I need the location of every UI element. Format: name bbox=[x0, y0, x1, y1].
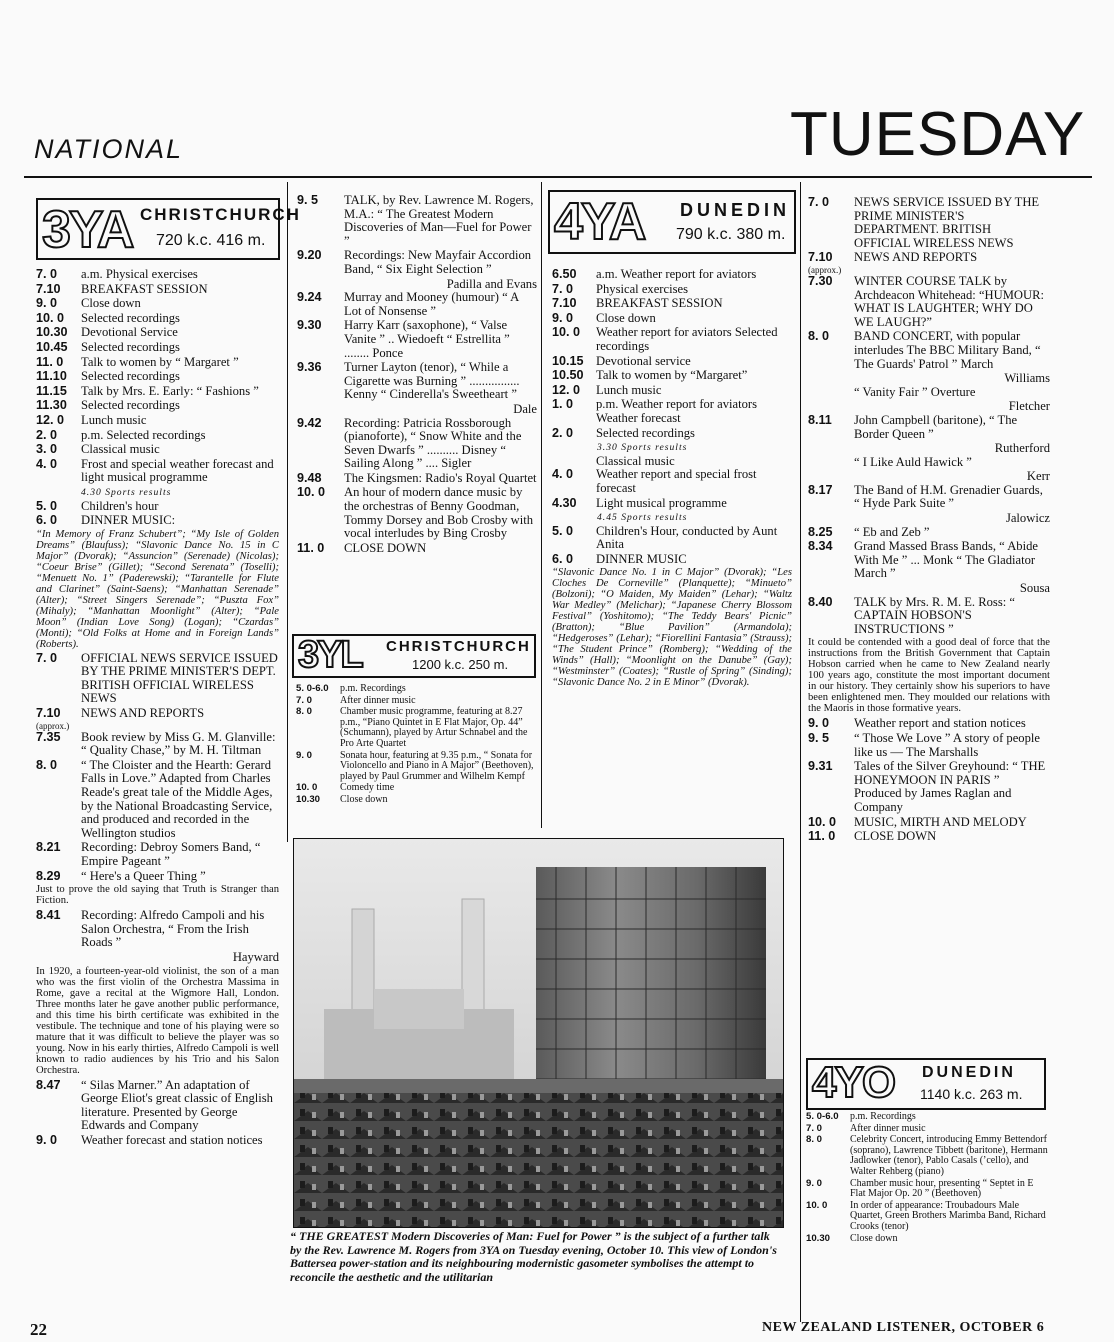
programme: NEWS AND REPORTS bbox=[854, 250, 978, 265]
schedule-row bbox=[808, 526, 1050, 540]
time: 10. 0 bbox=[806, 1199, 828, 1211]
programme: p.m. Weather report for aviators Weather forecast bbox=[596, 397, 758, 425]
schedule-row bbox=[552, 369, 792, 383]
schedule-row bbox=[808, 386, 1050, 400]
photo-caption: “ THE GREATEST Modern Discoveries of Man: Fuel for Power ” is the subject of a further talk by the Rev. Lawrence M. Rogers from 3YA on Tuesday evening, October 10. This view of London's Battersea power-station and its neighbouring modernistic gasometer symbolises the attempt to reconcile the aesthetic and the utilitarian bbox=[290, 1229, 777, 1284]
schedule-row bbox=[36, 1079, 279, 1133]
programme: CLOSE DOWN bbox=[854, 829, 937, 844]
time: 10.45 bbox=[36, 339, 68, 354]
classical-music: Classical music bbox=[596, 453, 675, 468]
time bbox=[808, 386, 854, 400]
time: 8.34 bbox=[808, 539, 833, 554]
time: 10. 0 bbox=[297, 485, 326, 500]
time: 7. 0 bbox=[808, 195, 830, 209]
time: 9. 0 bbox=[808, 716, 830, 731]
programme: Weather report and special frost forecast bbox=[596, 467, 757, 495]
station-box-3yl bbox=[292, 634, 536, 678]
programme-note: It could be contended with a good deal of force that the instructions from the British Government that Captain Hobson carried when he came to New Zealand nearly 100 years ago, constitute the most important document in our history. They certainly show his superiors to have been enlightened men. They moulded our relations with the Maoris in those formative years. bbox=[808, 637, 1050, 715]
time: 10.15 bbox=[552, 353, 584, 368]
time: 8.11 bbox=[808, 412, 832, 427]
schedule-row bbox=[808, 251, 1050, 265]
schedule-row bbox=[806, 1135, 1048, 1177]
programme: Recordings: New Mayfair Accordion Band, “ Six Eight Selection ” bbox=[344, 248, 532, 276]
programme: Grand Massed Brass Bands, “ Abide With Me ” ... Monk “ The Gladiator March ” bbox=[854, 539, 1038, 581]
station-callsign: 4YO bbox=[812, 1058, 895, 1107]
programme: Chamber music hour, presenting “ Septet in E Flat Major Op. 20 ” (Beethoven) bbox=[850, 1177, 1034, 1200]
time: 11. 0 bbox=[808, 829, 836, 844]
time: 10. 0 bbox=[552, 325, 581, 340]
composer: Rutherford bbox=[994, 441, 1050, 456]
column-rule-1 bbox=[287, 182, 288, 842]
column-4yo bbox=[806, 1112, 1048, 1245]
station-frequency: 1140 k.c. 263 m. bbox=[920, 1086, 1023, 1102]
programme: Devotional Service bbox=[81, 325, 178, 340]
programme: The Band of H.M. Grenadier Guards, “ Hyde Park Suite ” bbox=[854, 482, 1043, 511]
schedule-row bbox=[36, 458, 279, 485]
time: 10. 0 bbox=[36, 310, 65, 325]
battersea-photo bbox=[293, 838, 784, 1228]
time: 9.24 bbox=[297, 290, 322, 305]
time: 7. 0 bbox=[552, 281, 574, 296]
sports-results: 3.30 Sports results bbox=[597, 442, 688, 454]
programme: Murray and Mooney (humour) “ A Lot of Nonsense ” bbox=[344, 290, 519, 318]
schedule-row bbox=[552, 355, 792, 369]
schedule-row bbox=[552, 312, 792, 326]
schedule-row bbox=[36, 326, 279, 340]
schedule-row bbox=[36, 759, 279, 841]
time: 5. 0 bbox=[36, 498, 58, 513]
schedule-row bbox=[36, 399, 279, 413]
column-rule-3 bbox=[800, 182, 801, 1322]
schedule-row bbox=[296, 696, 538, 707]
schedule-row bbox=[36, 1134, 279, 1148]
schedule-row bbox=[808, 717, 1050, 731]
schedule-row bbox=[808, 196, 1050, 250]
time: 12. 0 bbox=[552, 382, 581, 397]
schedule-row bbox=[808, 760, 1050, 814]
time: 9. 0 bbox=[552, 310, 574, 325]
schedule-row bbox=[297, 361, 537, 402]
time: 10. 0 bbox=[808, 814, 837, 829]
time: 8. 0 bbox=[296, 706, 313, 718]
schedule-row bbox=[806, 1179, 1048, 1200]
programme: Celebrity Concert, introducing Emmy Bettendorf (soprano), Lawrence Tibbett (baritone), Hermann Jadlowker (tenor), Pablo Casals (’cello), and Walter Rehberg (piano) bbox=[850, 1134, 1048, 1177]
programme: Talk to women by “Margaret” bbox=[596, 368, 748, 383]
programme: “ Silas Marner.” An adaptation of George Eliot's great classic of English literature. Presented by George Edwards and Company bbox=[81, 1077, 273, 1133]
composer: Jalowicz bbox=[1005, 511, 1050, 526]
schedule-row bbox=[36, 283, 279, 297]
time: 8.41 bbox=[36, 908, 61, 923]
schedule-row bbox=[297, 319, 537, 360]
programme: Lunch music bbox=[81, 412, 147, 427]
programme: Close down bbox=[81, 296, 141, 311]
programme: Turner Layton (tenor), “ While a Cigarette was Burning ” ................ Kenny “ Cinderella's Sweetheart ” bbox=[344, 360, 520, 402]
schedule-row bbox=[552, 553, 792, 567]
schedule-row bbox=[297, 486, 537, 540]
composer: Williams bbox=[1004, 371, 1050, 386]
dinner-music-list: “In Memory of Franz Schubert”; “My Isle of Golden Dreams” (Blaufuss); “Slavonic Dance No. 15 in C Major” (Dvorak); “Assuncion” (Serenade) (Nicolas); “Coeur Brise” (Gillet); “Second Serenata” (Toselli); “Menuett No. 1” (Paderewski); “Tarantelle for Flute and Clarinet” (Saint-Saens); “Manhattan Serenade” (Alter); “Street Singers Serenade”; “Puszta Fox” (Mihaly); “Manhattan Moonlight” (Alter); “Pale Moon” (Indian Love Song) (Logan); “Czardas” (Monti); “Old Folks at Home and in Foreign Lands” (Roberts). bbox=[36, 528, 279, 650]
programme: OFFICIAL NEWS SERVICE ISSUED BY THE PRIME MINISTER'S DEPT. BRITISH OFFICIAL WIRELESS NEWS bbox=[81, 650, 278, 706]
schedule-row bbox=[36, 870, 279, 884]
time: 5. 0-6.0 bbox=[296, 683, 329, 694]
time: 4. 0 bbox=[36, 456, 58, 471]
composer: Kerr bbox=[1026, 469, 1050, 484]
time: 7.35 bbox=[36, 729, 61, 744]
programme: The Kingsmen: Radio's Royal Quartet bbox=[344, 470, 537, 485]
schedule-row bbox=[552, 398, 792, 425]
time: 7. 0 bbox=[806, 1122, 823, 1134]
programme: Book review by Miss G. M. Glanville: “ Quality Chase,” by M. H. Tiltman bbox=[81, 729, 276, 758]
time: 9. 0 bbox=[36, 1132, 58, 1147]
schedule-row bbox=[36, 312, 279, 326]
schedule-row bbox=[552, 384, 792, 398]
schedule-row bbox=[297, 417, 537, 471]
time: 6. 0 bbox=[36, 513, 58, 528]
schedule-row bbox=[36, 731, 279, 758]
schedule-row bbox=[552, 427, 792, 441]
programme: Selected recordings bbox=[596, 425, 695, 440]
schedule-row bbox=[552, 326, 792, 353]
station-city: DUNEDIN bbox=[922, 1064, 1016, 1081]
time: 11.10 bbox=[36, 369, 67, 384]
time: 8.21 bbox=[36, 840, 61, 855]
programme: “ The Cloister and the Hearth: Gerard Falls in Love.” Adapted from Charles Reade's great tale of the Middle Ages, by the National Broadcasting Service, and produced and recorded in the Wellington studios bbox=[81, 757, 273, 840]
time: 9. 0 bbox=[36, 296, 58, 311]
column-3ya-evening bbox=[297, 194, 537, 556]
schedule-row bbox=[806, 1112, 1048, 1123]
time: 9. 0 bbox=[806, 1177, 823, 1189]
composer: Sousa bbox=[1019, 581, 1050, 596]
programme: DINNER MUSIC: bbox=[81, 513, 176, 528]
time: 8.17 bbox=[808, 482, 833, 497]
column-3ya bbox=[36, 268, 279, 1149]
time: 2. 0 bbox=[36, 427, 58, 442]
programme: MUSIC, MIRTH AND MELODY bbox=[854, 814, 1027, 829]
schedule-row bbox=[296, 783, 538, 794]
programme: Selected recordings bbox=[81, 310, 180, 325]
programme: Recording: Patricia Rossborough (pianoforte), “ Snow White and the Seven Dwarfs ” .......... Disney “ Sailing Along ” .... Sigler bbox=[344, 415, 522, 471]
column-3yl bbox=[296, 684, 538, 807]
programme: After dinner music bbox=[850, 1122, 926, 1134]
programme: Comedy time bbox=[340, 782, 395, 794]
time: 4. 0 bbox=[552, 467, 574, 482]
composer: Hayward bbox=[232, 949, 279, 964]
schedule-row bbox=[36, 500, 279, 514]
programme: Harry Karr (saxophone), “ Valse Vanite ” .. Wiedoeft “ Estrellita ” ........ Ponce bbox=[344, 318, 510, 360]
schedule-row bbox=[296, 795, 538, 806]
schedule-row bbox=[552, 497, 792, 511]
schedule-row bbox=[552, 468, 792, 495]
time: 8.29 bbox=[36, 868, 61, 883]
time: 9.48 bbox=[297, 470, 322, 485]
station-box-3ya bbox=[36, 198, 301, 260]
programme: Sonata hour, featuring at 9.35 p.m., “ Sonata for Violoncello and Piano in A Major” (Beethoven), played by Paul Grummer and Wilhelm Kempf bbox=[340, 749, 534, 782]
schedule-row bbox=[36, 370, 279, 384]
composer: Fletcher bbox=[1008, 399, 1050, 414]
time: 9. 5 bbox=[297, 193, 319, 207]
programme-note: Just to prove the old saying that Truth is Stranger than Fiction. bbox=[36, 884, 279, 907]
programme: Light musical programme bbox=[596, 495, 727, 510]
schedule-row bbox=[552, 268, 792, 282]
programme: BREAKFAST SESSION bbox=[596, 296, 723, 311]
schedule-row bbox=[36, 356, 279, 370]
schedule-row bbox=[36, 429, 279, 443]
schedule-row bbox=[297, 542, 537, 556]
programme: p.m. Recordings bbox=[850, 1111, 916, 1122]
approx-label: (approx.) bbox=[808, 264, 842, 275]
station-frequency: 720 k.c. 416 m. bbox=[156, 232, 266, 249]
programme: TALK, by Rev. Lawrence M. Rogers, M.A.: “ The Greatest Modern Discoveries of Man—Fuel for Power ” bbox=[344, 193, 534, 248]
programme: p.m. Recordings bbox=[340, 683, 406, 694]
schedule-row bbox=[36, 652, 279, 706]
station-callsign: 3YL bbox=[298, 634, 362, 676]
dinner-music-list: “Slavonic Dance No. 1 in C Major” (Dvorak); “Les Cloches De Corneville” (Planquette); “Minueto” (Bolzoni); “O Maiden, My Maiden” (Lehar); “Waltz War Medley” (Melichar); “Japanese Cherry Blossom Festival” (Yoshitomo); “The Teddy Bears' Picnic” (Bratton); “Blue Pavilion” (Armandola); “Hedgeroses” (Lehar); “Fiorellini Fantasia” (Strauss); “The Student Prince” (Romberg); “Wedding of the Winds” (Hall); “Moonlight on the Danube” (Gay); “Westminster” (Coates); “Rustle of Spring” (Sinding); “Slavonic Dance No. 2 in E Minor” (Dvorak). bbox=[552, 567, 792, 689]
sports-results: 4.45 Sports results bbox=[597, 512, 688, 524]
time: 12. 0 bbox=[36, 412, 65, 427]
composer: Dale bbox=[513, 401, 537, 416]
time: 8. 0 bbox=[36, 757, 58, 772]
time: 7.10 bbox=[36, 706, 61, 721]
schedule-row bbox=[806, 1201, 1048, 1233]
column-4ya-evening bbox=[808, 196, 1050, 845]
programme: Talk to women by “ Margaret ” bbox=[81, 354, 239, 369]
programme: “ Eb and Zeb ” bbox=[854, 524, 930, 539]
station-frequency: 1200 k.c. 250 m. bbox=[412, 657, 509, 672]
time: 2. 0 bbox=[552, 425, 574, 440]
programme: “ Here's a Queer Thing ” bbox=[81, 868, 206, 883]
programme: “ I Like Auld Hawick ” bbox=[854, 454, 972, 469]
time: 8.25 bbox=[808, 524, 833, 539]
schedule-row bbox=[808, 456, 1050, 470]
time: 9.30 bbox=[297, 318, 322, 333]
programme: BREAKFAST SESSION bbox=[81, 281, 208, 296]
programme: p.m. Selected recordings bbox=[81, 427, 206, 442]
time: 10.30 bbox=[806, 1232, 831, 1244]
programme: Selected recordings bbox=[81, 398, 180, 413]
time: 8.40 bbox=[808, 594, 833, 609]
programme: Weather report and station notices bbox=[854, 716, 1026, 731]
time: 11. 0 bbox=[36, 354, 64, 369]
schedule-row bbox=[36, 297, 279, 311]
programme: CLOSE DOWN bbox=[344, 540, 427, 555]
schedule-row bbox=[806, 1124, 1048, 1135]
station-city: CHRISTCHURCH bbox=[386, 638, 531, 655]
programme: WINTER COURSE TALK by Archdeacon Whitehead: “HUMOUR: WHAT IS LAUGHTER; WHY DO WE LAUGH?” bbox=[854, 273, 1045, 329]
column-rule-2 bbox=[541, 182, 542, 828]
time: 9. 5 bbox=[808, 731, 830, 745]
programme: Close down bbox=[850, 1232, 898, 1244]
time: 9.31 bbox=[808, 759, 833, 774]
time: 1. 0 bbox=[552, 397, 574, 412]
time: 9.20 bbox=[297, 248, 322, 263]
schedule-row bbox=[808, 330, 1050, 371]
time: 6.50 bbox=[552, 267, 577, 281]
programme: DINNER MUSIC bbox=[596, 551, 687, 566]
schedule-row bbox=[808, 414, 1050, 441]
programme: a.m. Weather report for aviators bbox=[596, 267, 757, 281]
schedule-row bbox=[36, 443, 279, 457]
station-callsign: 4YA bbox=[554, 193, 645, 251]
station-box-4yo bbox=[806, 1058, 1046, 1110]
programme: Recording: Alfredo Campoli and his Salon Orchestra, “ From the Irish Roads ” bbox=[81, 908, 265, 950]
programme-note: In 1920, a fourteen-year-old violinist, the son of a man who was the first violin of the Orchestra Massima in Rome, gave a recital at the Wigmore Hall, London. Three months later he gave another public performance, and this time his birth certificate was exhibited in the vestibule. The technique and tone of his playing were so mature that it was difficult to believe the player was so young. Now in his early thirties, Alfredo Campoli is well known to radio audiences by his Trio and his Salon Orchestra. bbox=[36, 965, 279, 1076]
schedule-row bbox=[808, 830, 1050, 844]
programme: “ Those We Love ” A story of people like us — The Marshalls bbox=[854, 731, 1040, 759]
time: 10.50 bbox=[552, 368, 584, 383]
programme: In order of appearance: Troubadours Male Quartet, Green Brothers Marimba Band, Richard Crooks (tenor) bbox=[850, 1199, 1046, 1232]
programme: Selected recordings bbox=[81, 339, 180, 354]
time: 8.47 bbox=[36, 1077, 61, 1092]
schedule-row bbox=[36, 909, 279, 950]
programme: Classical music bbox=[81, 442, 160, 457]
programme: Children's Hour, conducted by Aunt Anita bbox=[596, 523, 778, 552]
schedule-row bbox=[297, 194, 537, 248]
schedule-row bbox=[806, 1234, 1048, 1245]
schedule-row bbox=[296, 707, 538, 749]
schedule-row bbox=[808, 596, 1050, 637]
time: 5. 0-6.0 bbox=[806, 1111, 839, 1122]
schedule-row bbox=[297, 291, 537, 318]
programme: Recording: Debroy Somers Band, “ Empire Pageant ” bbox=[81, 840, 261, 868]
time: 11.15 bbox=[36, 383, 67, 398]
time: 7.10 bbox=[552, 296, 577, 311]
column-4ya bbox=[552, 268, 792, 690]
programme: Devotional service bbox=[596, 353, 691, 368]
time: 9.42 bbox=[297, 415, 322, 430]
time: 11.30 bbox=[36, 398, 67, 413]
schedule-row bbox=[36, 341, 279, 355]
programme: NEWS SERVICE ISSUED BY THE PRIME MINISTER'S DEPARTMENT. BRITISH OFFICIAL WIRELESS NEWS bbox=[854, 195, 1040, 250]
schedule-row bbox=[296, 751, 538, 783]
schedule-row bbox=[36, 707, 279, 721]
schedule-row bbox=[297, 472, 537, 486]
station-frequency: 790 k.c. 380 m. bbox=[676, 226, 786, 243]
programme: Talk by Mrs. E. Early: “ Fashions ” bbox=[81, 383, 259, 398]
time: 7.10 bbox=[36, 281, 61, 296]
time: 5. 0 bbox=[552, 523, 574, 538]
schedule-row bbox=[36, 268, 279, 282]
time: 4.30 bbox=[552, 495, 577, 510]
time: 7. 0 bbox=[36, 267, 58, 281]
battersea-photo-image bbox=[294, 839, 783, 1227]
page-number: 22 bbox=[30, 1320, 47, 1339]
time: 10.30 bbox=[36, 325, 68, 340]
programme: An hour of modern dance music by the orchestras of Benny Goodman, Tommy Dorsey and Bob Crosby with vocal interludes by Bing Crosby bbox=[344, 485, 534, 541]
time: 10.30 bbox=[296, 793, 321, 805]
time: 7.10 bbox=[808, 250, 833, 265]
programme: Selected recordings bbox=[81, 369, 180, 384]
programme: NEWS AND REPORTS bbox=[81, 706, 205, 721]
programme: Close down bbox=[596, 310, 656, 325]
time: 7. 0 bbox=[296, 694, 313, 706]
schedule-row bbox=[296, 684, 538, 695]
programme: “ Vanity Fair ” Overture bbox=[854, 384, 976, 399]
time: 7.30 bbox=[808, 273, 833, 288]
time: 3. 0 bbox=[36, 442, 58, 457]
sports-results: 4.30 Sports results bbox=[81, 486, 172, 498]
approx-label: (approx.) bbox=[36, 720, 70, 731]
programme: BAND CONCERT, with popular interludes The BBC Military Band, “ The Guards' Patrol ” March bbox=[854, 329, 1041, 371]
programme: Children's hour bbox=[81, 498, 159, 513]
schedule-row bbox=[808, 816, 1050, 830]
time: 10. 0 bbox=[296, 782, 318, 794]
schedule-row bbox=[552, 283, 792, 297]
section-label: NATIONAL bbox=[34, 134, 184, 164]
programme: Tales of the Silver Greyhound: “ THE HONEYMOON IN PARIS ” Produced by James Raglan and Company bbox=[854, 759, 1046, 814]
time: 8. 0 bbox=[806, 1134, 823, 1146]
schedule-row bbox=[552, 525, 792, 552]
day-heading: TUESDAY bbox=[790, 100, 1086, 169]
programme: John Campbell (baritone), “ The Border Queen ” bbox=[854, 412, 1018, 441]
schedule-row bbox=[36, 841, 279, 868]
station-city: DUNEDIN bbox=[680, 200, 791, 220]
time: 11. 0 bbox=[297, 540, 325, 555]
programme: Chamber music programme, featuring at 8.27 p.m., “Piano Quintet in E Flat Major, Op. 44” (Schumann), played by Artur Schnabel and the Pro Arte Quartet bbox=[340, 706, 528, 749]
schedule-row bbox=[36, 385, 279, 399]
station-city: CHRISTCHURCH bbox=[140, 205, 301, 224]
schedule-row bbox=[808, 484, 1050, 511]
schedule-row bbox=[552, 297, 792, 311]
time: 9. 0 bbox=[296, 749, 313, 761]
time: 7. 0 bbox=[36, 650, 58, 665]
time: 9.36 bbox=[297, 360, 322, 375]
programme: Frost and special weather forecast and light musical programme bbox=[81, 456, 274, 485]
programme: After dinner music bbox=[340, 694, 416, 706]
programme: Physical exercises bbox=[596, 281, 688, 296]
station-box-4ya bbox=[548, 190, 796, 254]
programme: Lunch music bbox=[596, 382, 662, 397]
time bbox=[808, 456, 854, 470]
schedule-row bbox=[297, 249, 537, 276]
station-callsign: 3YA bbox=[42, 201, 133, 259]
programme: Weather forecast and station notices bbox=[81, 1132, 263, 1147]
schedule-row bbox=[808, 275, 1050, 329]
programme: a.m. Physical exercises bbox=[81, 267, 198, 281]
programme: Close down bbox=[340, 793, 388, 805]
header-rule bbox=[24, 176, 1092, 178]
schedule-row bbox=[36, 514, 279, 528]
time: 6. 0 bbox=[552, 551, 574, 566]
programme: Weather report for aviators Selected recordings bbox=[596, 325, 778, 353]
schedule-row bbox=[808, 540, 1050, 581]
schedule-row bbox=[36, 414, 279, 428]
composer: Padilla and Evans bbox=[446, 276, 537, 291]
schedule-row bbox=[808, 732, 1050, 759]
publication-title: NEW ZEALAND LISTENER, OCTOBER 6 bbox=[762, 1320, 1045, 1335]
time: 8. 0 bbox=[808, 329, 830, 344]
programme: TALK by Mrs. R. M. E. Ross: “ CAPTAIN HOBSON'S INSTRUCTIONS ” bbox=[854, 594, 1015, 636]
